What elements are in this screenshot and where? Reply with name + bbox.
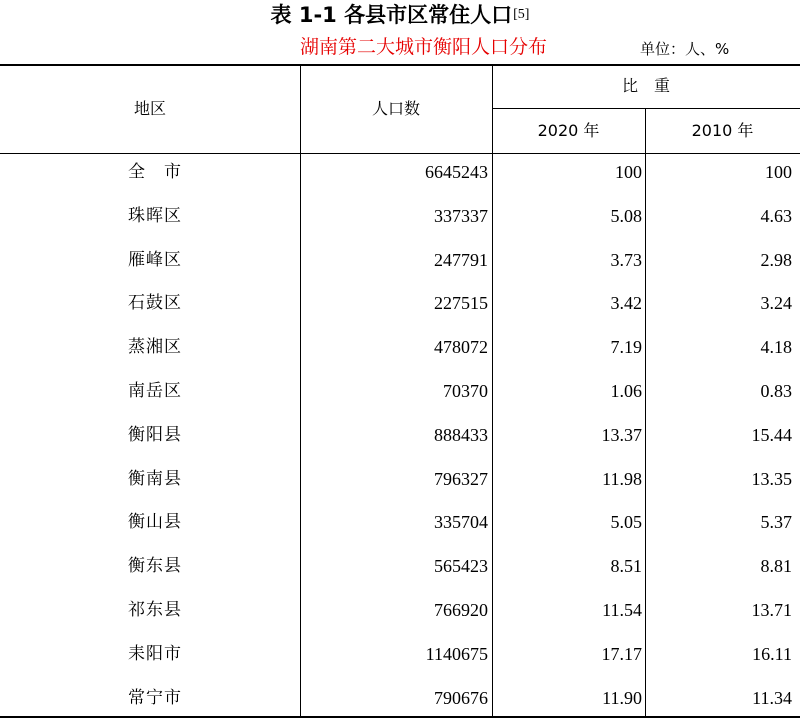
col-divider-3 [645,109,646,716]
population-cell: 227515 [434,293,488,313]
region-cell: 祁东县 [128,600,182,620]
share-2020-cell: 8.51 [610,556,642,576]
share-2010-cell: 5.37 [760,512,792,532]
share-2010-cell: 13.71 [751,600,792,620]
header-population: 人口数 [371,99,420,118]
region-cell: 衡阳县 [128,425,182,445]
top-rule [0,64,800,66]
population-cell: 6645243 [425,162,488,182]
bottom-rule [0,716,800,718]
population-cell: 766920 [434,600,488,620]
region-cell: 全 市 [128,162,182,182]
col-divider-1 [300,66,301,716]
population-cell: 247791 [434,250,488,270]
share-2010-cell: 16.11 [752,644,792,664]
share-2020-cell: 1.06 [610,381,642,401]
population-cell: 888433 [434,425,488,445]
share-2020-cell: 11.98 [602,469,642,489]
share-2010-cell: 2.98 [760,250,792,270]
table-title [0,2,800,32]
share-2010-cell: 13.35 [751,469,792,489]
share-2020-cell: 11.54 [602,600,642,620]
population-cell: 796327 [434,469,488,489]
share-2020-cell: 7.19 [610,337,642,357]
population-cell: 337337 [434,206,488,226]
region-cell: 南岳区 [128,381,182,401]
share-2010-cell: 11.34 [752,688,792,708]
region-cell: 常宁市 [128,688,182,708]
population-cell: 1140675 [425,644,488,664]
share-2010-cell: 4.63 [760,206,792,226]
table-title-text: 表 1-1 各县市区常住人口 [270,3,513,27]
region-cell: 耒阳市 [128,644,182,664]
unit-label: 单位：人、% [640,40,730,58]
header-2020: 2020 年 [537,121,600,140]
header-region: 地区 [133,99,166,118]
share-2010-cell: 100 [765,162,792,182]
region-cell: 衡东县 [128,556,182,576]
share-2010-cell: 0.83 [760,381,792,401]
region-cell: 蒸湘区 [128,337,182,357]
header-bottom-rule [0,153,800,154]
share-2020-cell: 100 [615,162,642,182]
share-2020-cell: 3.73 [610,250,642,270]
region-cell: 珠晖区 [128,206,182,226]
footnote-ref: [5] [513,7,530,22]
population-cell: 565423 [434,556,488,576]
header-2010: 2010 年 [691,121,754,140]
share-2020-cell: 5.08 [610,206,642,226]
share-2020-cell: 13.37 [601,425,642,445]
region-cell: 衡山县 [128,512,182,532]
region-cell: 衡南县 [128,469,182,489]
subtitle: 湖南第二大城市衡阳人口分布 [300,36,548,58]
region-cell: 石鼓区 [128,293,182,313]
share-header-rule [492,108,800,109]
population-cell: 478072 [434,337,488,357]
population-cell: 335704 [434,512,488,532]
share-2020-cell: 3.42 [610,293,642,313]
col-divider-2 [492,66,493,716]
share-2020-cell: 5.05 [610,512,642,532]
share-2020-cell: 17.17 [601,644,642,664]
header-share: 比 重 [621,76,670,95]
share-2010-cell: 3.24 [760,293,792,313]
population-cell: 790676 [434,688,488,708]
share-2020-cell: 11.90 [602,688,642,708]
share-2010-cell: 15.44 [751,425,792,445]
region-cell: 雁峰区 [128,250,182,270]
population-cell: 70370 [443,381,488,401]
share-2010-cell: 8.81 [760,556,792,576]
share-2010-cell: 4.18 [760,337,792,357]
